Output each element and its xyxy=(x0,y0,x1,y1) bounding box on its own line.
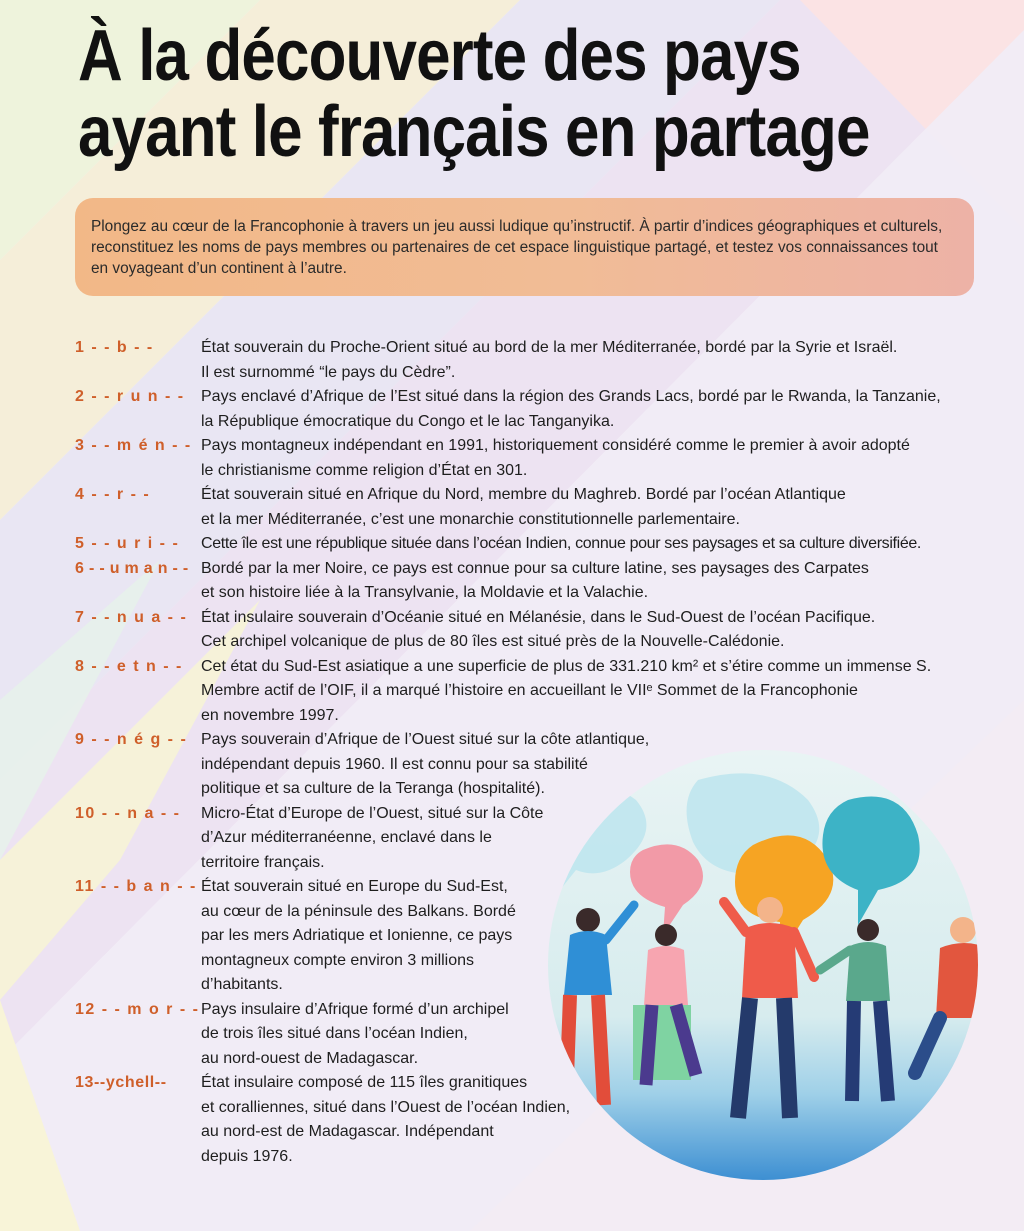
quiz-code: 5 - - u r i - - xyxy=(75,535,180,552)
quiz-code: 2 - - r u n - - xyxy=(75,388,185,405)
quiz-clue: État souverain du Proche-Orient situé au bord de la mer Méditerranée, bordé par la Syrie et Israël. Il est surnommé “le pays du Cèdre”. xyxy=(201,339,898,381)
quiz-item xyxy=(75,483,941,532)
quiz-code: 3 - - m é n - - xyxy=(75,437,192,454)
quiz-clue: État insulaire composé de 115 îles granitiques et coralliennes, situé dans l’Ouest de l’océan Indien, au nord-est de Madagascar. Indépendant depuis 1976. xyxy=(201,1074,571,1165)
quiz-code: 8 - - e t n - - xyxy=(75,657,183,675)
page-title-line1: À la découverte des pays xyxy=(78,16,801,96)
intro-box xyxy=(75,198,974,296)
page-title xyxy=(78,18,870,170)
intro-text: Plongez au cœur de la Francophonie à travers un jeu aussi ludique qu’instructif. À partir d’indices géographiques et culturels, reconstituez les noms de pays membres ou partenaires de cet espace linguistique partagé, et testez vos connaissances tout en voyageant d’un continent à l’autre. xyxy=(91,218,943,277)
quiz-item xyxy=(75,655,941,729)
quiz-code: 11 - - b a n - - xyxy=(75,878,197,895)
quiz-code: 7 - - n u a - - xyxy=(75,608,188,626)
quiz-clue: Pays montagneux indépendant en 1991, historiquement considéré comme le premier à avoir adopté le christianisme comme religion d’État en 301. xyxy=(201,437,910,479)
quiz-clue: Pays souverain d’Afrique de l’Ouest situé sur la côte atlantique, indépendant depuis 1960. Il est connu pour sa stabilité politique et sa culture de la Teranga (hospitalité). xyxy=(201,731,650,797)
quiz-code: 9 - - n é g - - xyxy=(75,731,188,748)
quiz-item xyxy=(75,557,941,606)
quiz-item xyxy=(75,1071,941,1169)
quiz-clue: État souverain situé en Afrique du Nord, membre du Maghreb. Bordé par l’océan Atlantique et la mer Méditerranée, c’est une monarchie constitutionnelle parlementaire. xyxy=(201,486,846,528)
page-title-line2: ayant le français en partage xyxy=(78,92,870,172)
quiz-code: 1 - - b - - xyxy=(75,339,154,356)
quiz-clue: État insulaire souverain d’Océanie situé en Mélanésie, dans le Sud-Ouest de l’océan Pacifique. Cet archipel volcanique de plus de 80 îles est situé près de la Nouvelle-Calédonie. xyxy=(201,608,876,650)
quiz-code: 4 - - r - - xyxy=(75,486,151,503)
quiz-item xyxy=(75,606,941,655)
quiz-item xyxy=(75,728,941,802)
quiz-item xyxy=(75,875,941,998)
quiz-clue: Micro-État d’Europe de l’Ouest, situé sur la Côte d’Azur méditerranéenne, enclavé dans le territoire français. xyxy=(201,804,544,871)
quiz-clue: Cet état du Sud-Est asiatique a une superficie de plus de 331.210 km² et s’étire comme un immense S. Membre actif de l’OIF, il a marqué l’histoire en accueillant le VIIᵉ Sommet de la Francophonie en novembre 1997. xyxy=(201,657,932,724)
quiz-item xyxy=(75,802,941,876)
quiz-list xyxy=(75,336,941,1169)
quiz-item xyxy=(75,336,941,385)
quiz-clue: Pays enclavé d’Afrique de l’Est situé dans la région des Grands Lacs, bordé par le Rwanda, la Tanzanie, la République émocratique du Congo et le lac Tanganyika. xyxy=(201,388,941,430)
quiz-clue: Bordé par la mer Noire, ce pays est connue pour sa culture latine, ses paysages des Carpates et son histoire liée à la Transylvanie, la Moldavie et la Valachie. xyxy=(201,559,869,601)
quiz-item xyxy=(75,532,941,557)
quiz-item xyxy=(75,998,941,1072)
quiz-code: 12 - - m o r - - xyxy=(75,1000,200,1018)
quiz-item xyxy=(75,385,941,434)
quiz-code: 10 - - n a - - xyxy=(75,804,181,822)
quiz-item xyxy=(75,434,941,483)
quiz-code: 6 - - u m a n - - xyxy=(75,559,189,577)
quiz-code: 13--ychell-- xyxy=(75,1074,167,1091)
quiz-clue: Cette île est une république située dans l’océan Indien, connue pour ses paysages et sa culture diversifiée. xyxy=(201,535,922,552)
quiz-clue: État souverain situé en Europe du Sud-Est, au cœur de la péninsule des Balkans. Bordé par les mers Adriatique et Ionienne, ce pays montagneux compte environ 3 millions d’habitants. xyxy=(201,878,516,993)
quiz-clue: Pays insulaire d’Afrique formé d’un archipel de trois îles situé dans l’océan Indien, au nord-ouest de Madagascar. xyxy=(201,1000,509,1067)
